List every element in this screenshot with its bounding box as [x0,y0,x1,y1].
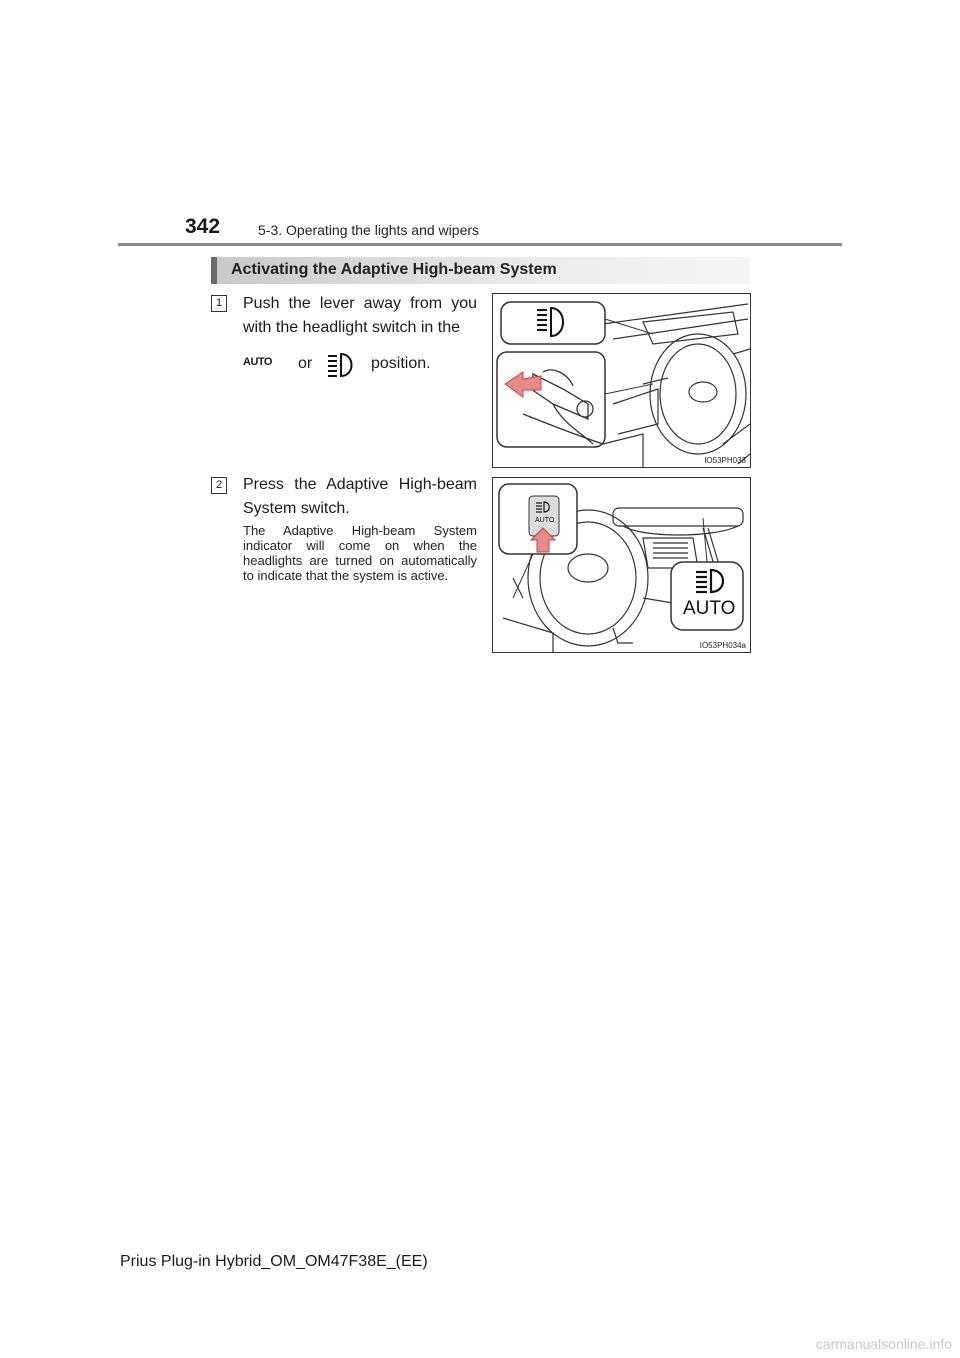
position-text: position. [371,355,431,372]
step-1-number: 1 [211,295,227,312]
or-text: or [298,355,313,372]
headlight-icon [325,350,357,380]
switch-illustration-drawing [493,478,750,652]
indicator-auto-label: AUTO [683,598,736,619]
figure-code-2: IO53PH034a [699,641,746,650]
switch-auto-label: AUTO [535,517,555,524]
auto-small-label: AUTO [243,356,272,368]
section-title: 5-3. Operating the lights and wipers [258,222,480,238]
step-2-text: Press the Adaptive High-beam System switch. [243,476,477,517]
footer-document-id: Prius Plug-in Hybrid_OM_OM47F38E_(EE) [120,1253,428,1270]
heading-text: Activating the Adaptive High-beam System [231,261,557,278]
heading-bar [211,257,750,284]
step-1-text: Push the lever away from you with the headlight switch in the [243,295,477,336]
header-rule [118,243,842,246]
step-1-inline-row [243,350,483,382]
illustration-lever [492,293,751,468]
lever-illustration-drawing [493,294,750,467]
illustration-switch [492,477,751,653]
step-2-number: 2 [211,477,227,494]
figure-code-1: IO53PH033 [704,456,746,465]
page-number: 342 [185,215,221,238]
watermark: carmanualsonline.info [815,1336,952,1352]
step-2-note: The Adaptive High-beam System indicator will come on when the headlights are turned on automatically to indicate that the system is active. [243,523,477,583]
